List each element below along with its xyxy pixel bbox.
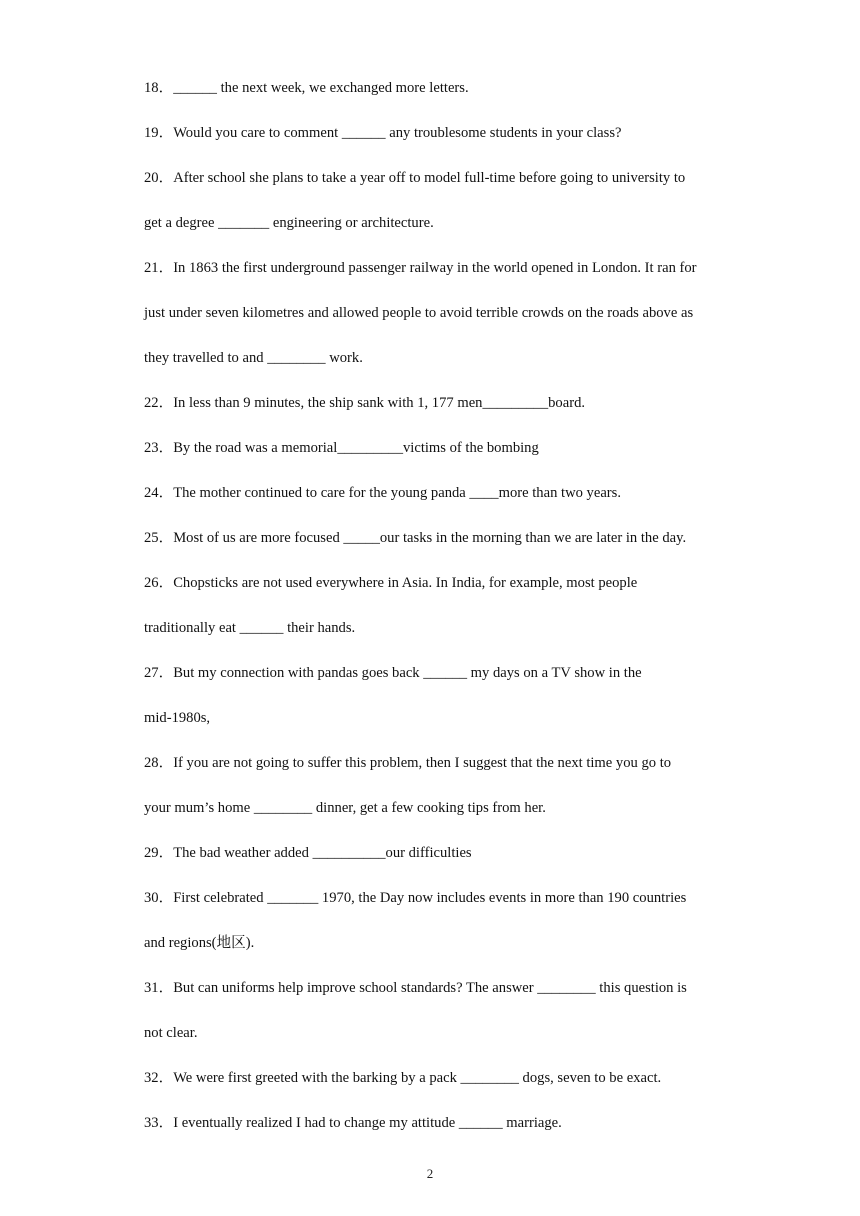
question-18: 18．______ the next week, we exchanged more letters.	[144, 80, 469, 96]
question-32: 32．We were first greeted with the barking by a pack ________ dogs, seven to be exact.	[144, 1070, 662, 1086]
question-19: 19．Would you care to comment ______ any troublesome students in your class?	[144, 125, 622, 141]
question-29: 29．The bad weather added __________our difficulties	[144, 845, 472, 861]
question-26-cont: traditionally eat ______ their hands.	[144, 620, 356, 636]
question-25: 25．Most of us are more focused _____our tasks in the morning than we are later in the day.	[144, 530, 687, 546]
question-21: 21．In 1863 the first underground passenger railway in the world opened in London. It ran for	[144, 260, 697, 276]
question-20: 20．After school she plans to take a year off to model full-time before going to university to	[144, 170, 686, 186]
question-24: 24．The mother continued to care for the young panda ____more than two years.	[144, 485, 621, 501]
question-30: 30．First celebrated _______ 1970, the Day now includes events in more than 190 countries	[144, 890, 687, 906]
question-30-cont: and regions(地区).	[144, 935, 255, 951]
question-20-cont: get a degree _______ engineering or architecture.	[144, 215, 434, 231]
question-31: 31．But can uniforms help improve school standards? The answer ________ this question is	[144, 980, 687, 996]
question-27: 27．But my connection with pandas goes back ______ my days on a TV show in the	[144, 665, 642, 681]
question-27-cont: mid-1980s,	[144, 710, 211, 726]
page-number: 2	[426, 1166, 434, 1181]
question-23: 23．By the road was a memorial_________victims of the bombing	[144, 440, 539, 456]
question-22: 22．In less than 9 minutes, the ship sank with 1, 177 men_________board.	[144, 395, 586, 411]
question-28: 28．If you are not going to suffer this problem, then I suggest that the next time you go to	[144, 755, 672, 771]
question-31-cont: not clear.	[144, 1025, 198, 1041]
question-21-cont: they travelled to and ________ work.	[144, 350, 363, 366]
question-28-cont: your mum’s home ________ dinner, get a few cooking tips from her.	[144, 800, 546, 816]
question-21-cont: just under seven kilometres and allowed people to avoid terrible crowds on the roads above as	[144, 305, 694, 321]
question-26: 26．Chopsticks are not used everywhere in Asia. In India, for example, most people	[144, 575, 638, 591]
question-33: 33．I eventually realized I had to change my attitude ______ marriage.	[144, 1115, 562, 1131]
